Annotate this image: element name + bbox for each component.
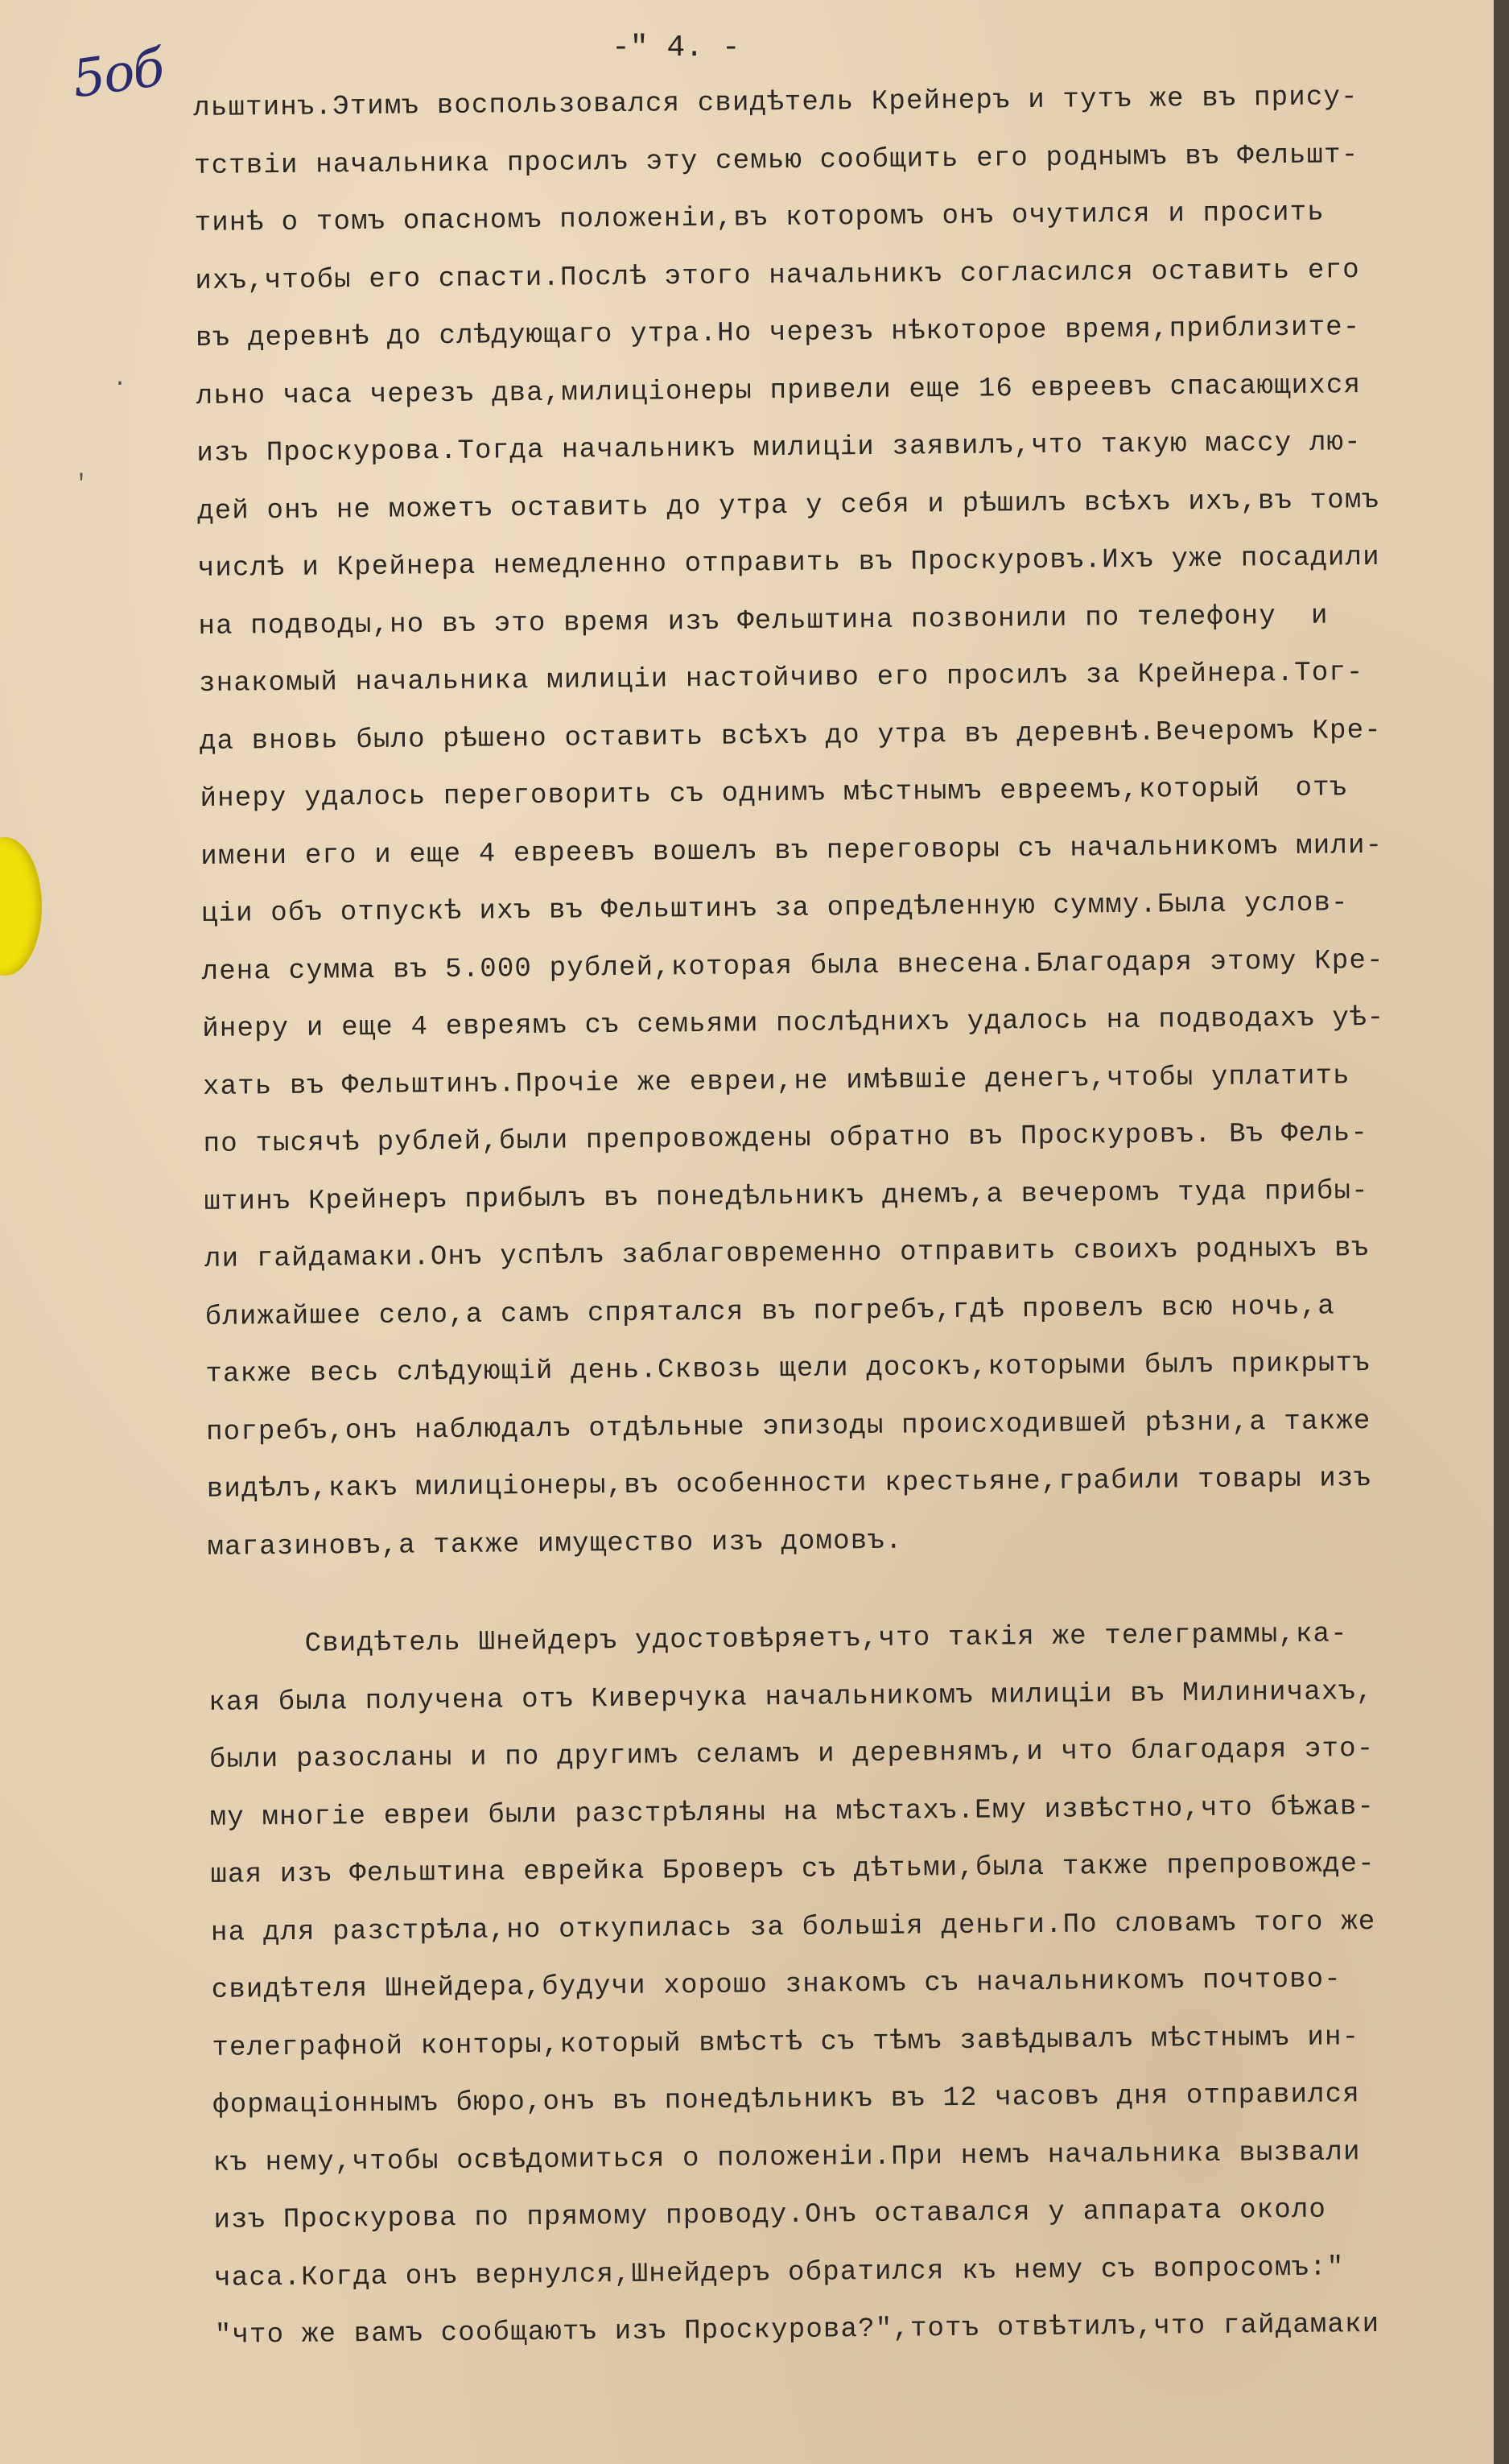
text-line: тствiи начальника просилъ эту семью сообщить его роднымъ въ Фельшт- (193, 139, 1359, 182)
scan-edge (1494, 0, 1509, 2464)
typed-text-body (193, 68, 1494, 2366)
text-line: телеграфной конторы,который вмѣстѣ съ тѣмъ завѣдывалъ мѣстнымъ ин- (212, 2021, 1360, 2064)
margin-dot: · (113, 370, 128, 398)
text-line: свидѣтеля Шнейдера,будучи хорошо знакомъ съ начальникомъ почтово- (211, 1964, 1342, 2006)
text-line: хать въ Фельштинъ.Прочiе же евреи,не имѣвшiе денегъ,чтобы уплатить (202, 1060, 1350, 1103)
binder-hole-marker (0, 837, 42, 976)
text-line: Свидѣтель Шнейдеръ удостовѣряетъ,что такiя же телеграммы,ка- (304, 1619, 1348, 1660)
text-line: йнеру и еще 4 евреямъ съ семьями послѣднихъ удалось на подводахъ уѣ- (202, 1002, 1385, 1045)
text-line: цiи объ отпускѣ ихъ въ Фельштинъ за опредѣленную сумму.Была услов- (200, 888, 1349, 930)
text-line: по тысячѣ рублей,были препровождены обратно въ Проскуровъ. Въ Фель- (203, 1118, 1369, 1160)
text-line: шая изъ Фельштина еврейка Броверъ съ дѣтьми,была также препровожде- (210, 1849, 1375, 1891)
handwritten-folio-number: 5об (68, 38, 167, 110)
text-line: къ нему,чтобы освѣдомиться о положенiи.При немъ начальника вызвали (212, 2136, 1361, 2179)
page-number: -" 4. - (612, 31, 740, 65)
text-line: на для разстрѣла,но откупилась за большiя деньги.По словамъ того же (210, 1906, 1376, 1949)
text-line: погребъ,онъ наблюдалъ отдѣльные эпизоды происходившей рѣзни,а также (205, 1405, 1371, 1448)
text-line: изъ Проскурова.Тогда начальникъ милицiи заявилъ,что такую массу лю- (196, 427, 1363, 469)
text-line: числѣ и Крейнера немедленно отправить въ Проскуровъ.Ихъ уже посадили (197, 542, 1380, 584)
text-line: также весь слѣдующiй день.Сквозь щели досокъ,которыми былъ прикрытъ (205, 1348, 1371, 1390)
text-line: лена сумма въ 5.000 рублей,которая была внесена.Благодаря этому Кре- (201, 945, 1384, 988)
text-line: кая была получена отъ Киверчука начальникомъ милицiи въ Милиничахъ, (208, 1676, 1374, 1719)
text-line: льштинъ.Этимъ воспользовался свидѣтель Крейнеръ и тутъ же въ прису- (193, 82, 1359, 124)
text-line: льно часа черезъ два,милицiонеры привели еще 16 евреевъ спасающихся (196, 369, 1362, 412)
text-line: знакомый начальника милицiи настойчиво его просилъ за Крейнера.Тог- (199, 658, 1364, 700)
text-line: "что же вамъ сообщаютъ изъ Проскурова?",тотъ отвѣтилъ,что гайдамаки (214, 2309, 1380, 2351)
text-line: часа.Когда онъ вернулся,Шнейдеръ обратился къ нему съ вопросомъ:" (214, 2251, 1345, 2294)
margin-tick: ' (74, 471, 89, 498)
text-line: были разосланы и по другимъ селамъ и деревнямъ,и что благодаря это- (208, 1734, 1375, 1776)
text-line: магазиновъ,а также имущество изъ домовъ. (207, 1525, 903, 1563)
text-line: йнеру удалось переговорить съ однимъ мѣстнымъ евреемъ,который отъ (200, 773, 1348, 815)
text-line: формацiоннымъ бюро,онъ въ понедѣльникъ въ 12 часовъ дня отправился (212, 2079, 1361, 2121)
text-line: дей онъ не можетъ оставить до утра у себя и рѣшилъ всѣхъ ихъ,въ томъ (196, 485, 1380, 527)
text-line: въ деревнѣ до слѣдующаго утра.Но черезъ нѣкоторое время,приблизите- (195, 312, 1361, 354)
text-line: да вновь было рѣшено оставить всѣхъ до утра въ деревнѣ.Вечеромъ Кре- (199, 715, 1383, 757)
text-line: ближайшее село,а самъ спрятался въ погребъ,гдѣ провелъ всю ночь,а (204, 1290, 1336, 1333)
text-line: му многiе евреи были разстрѣляны на мѣстахъ.Ему извѣстно,что бѣжав- (209, 1791, 1375, 1834)
text-line: на подводы,но въ это время изъ Фельштина позвонили по телефону и (198, 600, 1329, 642)
text-line: видѣлъ,какъ милицiонеры,въ особенности крестьяне,грабили товары изъ (206, 1463, 1372, 1505)
text-line: тинѣ о томъ опасномъ положенiи,въ которомъ онъ очутился и просить (194, 197, 1326, 239)
text-line: ихъ,чтобы его спасти.Послѣ этого начальникъ согласился оставить его (195, 254, 1360, 297)
text-line: ли гайдамаки.Онъ успѣлъ заблаговременно отправить своихъ родныхъ въ (204, 1233, 1370, 1275)
text-line: штинъ Крейнеръ прибылъ въ понедѣльникъ днемъ,а вечеромъ туда прибы- (204, 1175, 1369, 1218)
text-line: имени его и еще 4 евреевъ вошелъ въ переговоры съ начальникомъ мили- (200, 830, 1383, 873)
text-line: изъ Проскурова по прямому проводу.Онъ оставался у аппарата около (213, 2194, 1327, 2236)
